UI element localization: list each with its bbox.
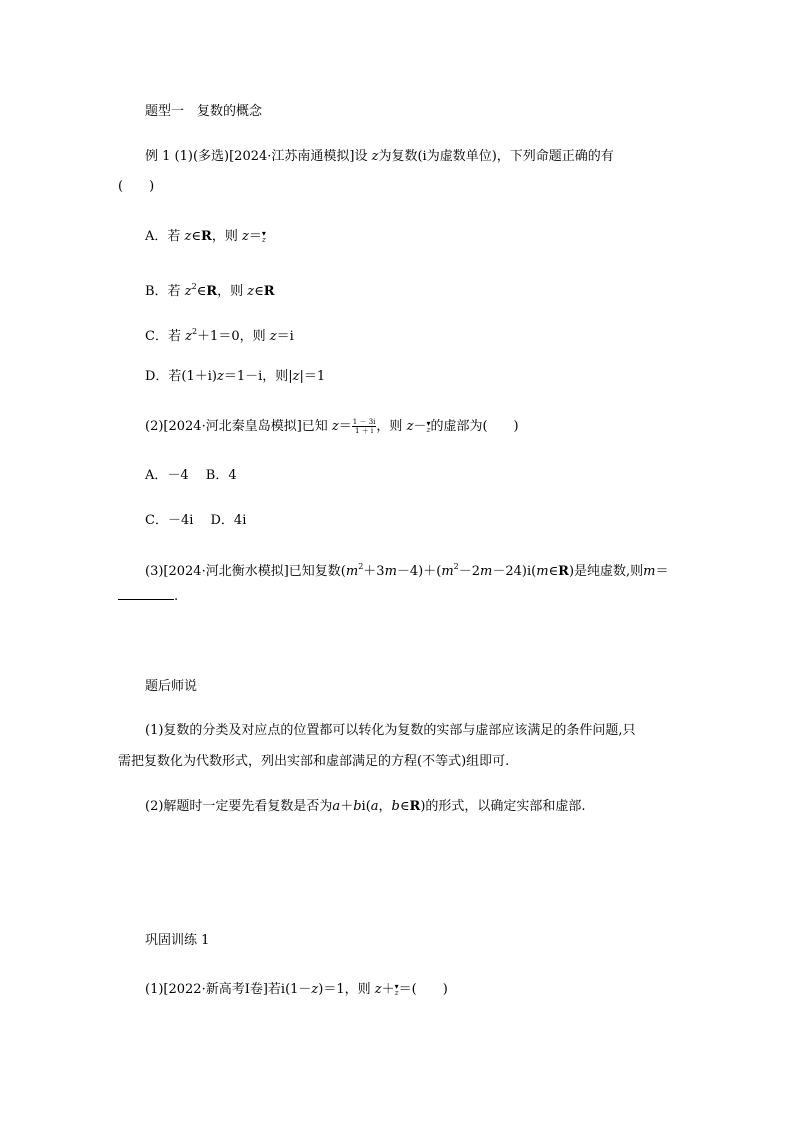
option-c: C．若 $z^2+1=0$，则 z＝i [145,327,294,344]
example-question-3: (3)[2024·河北衡水模拟]已知复数$(m^2+3m-4)+(m^2-2m-24)i(m\in R)$是纯虚数,则m＝ [145,562,669,579]
notes-heading: 题后师说 [145,679,198,694]
notes-paragraph-1: (1)复数的分类及对应点的位置都可以转化为复数的实部与虚部应该满足的条件问题,只 [145,723,636,738]
option-b: B．若 $z^2\in R$，则 z∈R [145,282,275,299]
answer-blank [118,589,174,600]
option-ab: A．－4 B．4 [145,468,237,483]
conjugate-z: ▾ z [261,228,266,244]
conjugate-z: ▾ z [394,981,399,997]
practice-question-1: (1)[2022·新高考Ⅰ卷]若i(1－z)＝1，则 z＋ ▾ z ＝( ) [145,981,448,997]
answer-blank-line: . [118,588,178,606]
notes-paragraph-1-cont: 需把复数化为代数形式，列出实部和虚部满足的方程(不等式)组即可. [118,754,510,769]
option-cd: C．－4i D．4i [145,513,247,528]
practice-heading: 巩固训练 1 [145,933,210,948]
fraction: $\frac{1 - 3i}{1 + i}$ [352,418,376,435]
section-heading: 题型一 复数的概念 [145,104,263,119]
notes-paragraph-2: (2)解题时一定要先看复数是否为a＋bi(a，b∈R)的形式，以确定实部和虚部. [145,799,586,814]
conjugate-z: ▾ z [426,418,431,434]
answer-paren: ( ) [118,179,155,194]
example-label: 例 1 [145,149,171,164]
example-question-2: (2)[2024·河北秦皇岛模拟]已知 z＝ $\frac{1 - 3i}{1 + i}$ ，则 z－ ▾ z 的虚部为( ) [145,418,519,435]
example-question-1: 例 1 (1)(多选)[2024·江苏南通模拟]设 z为复数(i为虚数单位)，下列命题正确的有 [145,149,614,164]
option-d: D．若(1＋i)z＝1－i，则|z|＝1 [145,369,326,384]
option-a: A．若 z∈R，则 z＝ ▾ z [145,228,266,244]
